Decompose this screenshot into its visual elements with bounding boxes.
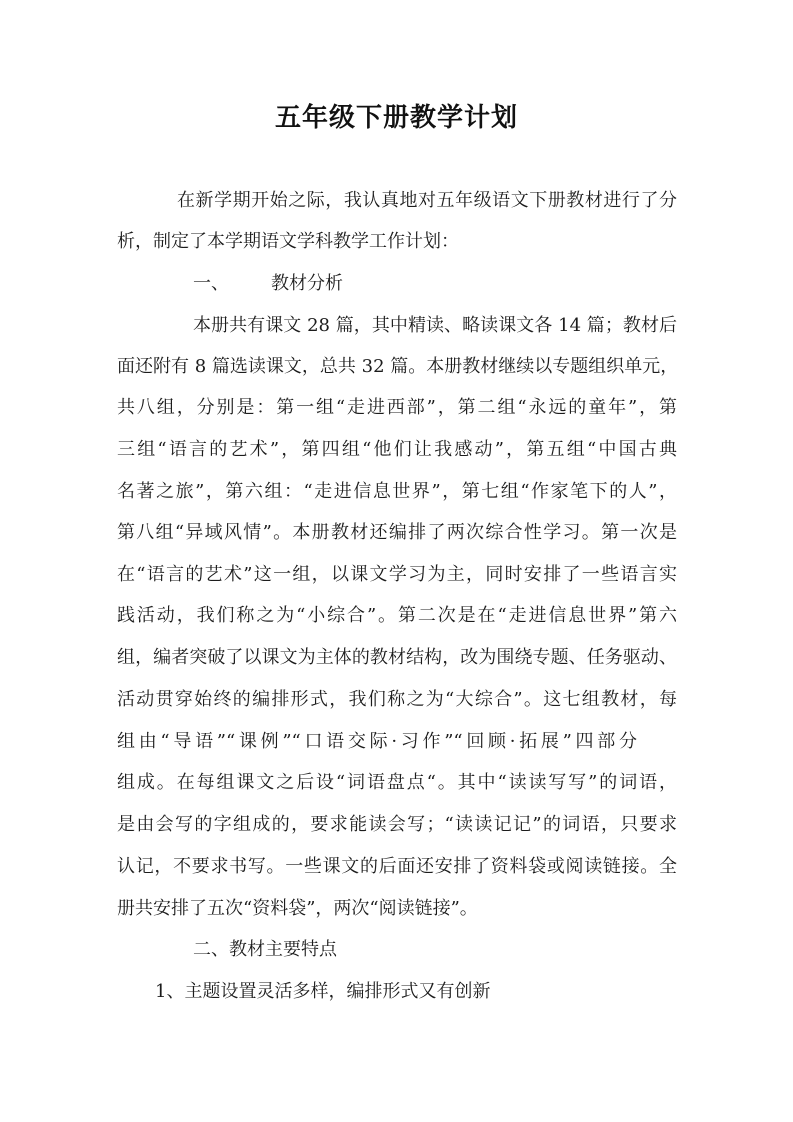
- text-line: 活动贯穿始终的编排形式，我们称之为“大综合”。这七组教材，每: [117, 689, 677, 710]
- text-line: 共八组，分别是：第一组“走进西部”，第二组“永远的童年”，第: [117, 397, 677, 418]
- text-line: 在“语言的艺术”这一组，以课文学习为主，同时安排了一些语言实: [117, 564, 677, 585]
- text-line: 认记，不要求书写。一些课文的后面还安排了资料袋或阅读链接。全: [117, 856, 677, 877]
- document-title: 五年级下册教学计划: [274, 103, 518, 133]
- text-line: 面还附有 8 篇选读课文，总共 32 篇。本册教材继续以专题组织单元，: [117, 356, 679, 377]
- text-line: 教材分析: [271, 273, 343, 294]
- text-line: 组由“导语”“课例”“口语交际·习作”“回顾·拓展”四部分: [117, 731, 637, 752]
- text-line: 在新学期开始之际，我认真地对五年级语文下册教材进行了分: [177, 190, 677, 211]
- text-line: 三组“语言的艺术”，第四组“他们让我感动”，第五组“中国古典: [117, 439, 677, 460]
- text-line: 践活动，我们称之为“小综合”。第二次是在“走进信息世界”第六: [117, 605, 677, 626]
- text-line: 第八组“异域风情”。本册教材还编排了两次综合性学习。第一次是: [117, 522, 677, 543]
- text-line: 本册共有课文 28 篇，其中精读、略读课文各 14 篇；教材后: [193, 315, 677, 336]
- text-line: 册共安排了五次“资料袋”，两次“阅读链接”。: [117, 898, 478, 919]
- text-line: 二、教材主要特点: [193, 939, 337, 960]
- text-line: 一、: [193, 273, 229, 294]
- text-line: 组成。在每组课文之后设“词语盘点“。其中“读读写写”的词语，: [117, 772, 677, 793]
- text-line: 名著之旅”，第六组：“走进信息世界”，第七组“作家笔下的人”，: [117, 481, 677, 502]
- text-line: 是由会写的字组成的，要求能读会写；“读读记记”的词语，只要求: [117, 814, 677, 835]
- text-line: 组，编者突破了以课文为主体的教材结构，改为围绕专题、任务驱动、: [117, 647, 677, 668]
- text-line: 1、主题设置灵活多样，编排形式又有创新: [155, 981, 491, 1002]
- text-line: 析，制定了本学期语文学科教学工作计划：: [117, 231, 459, 252]
